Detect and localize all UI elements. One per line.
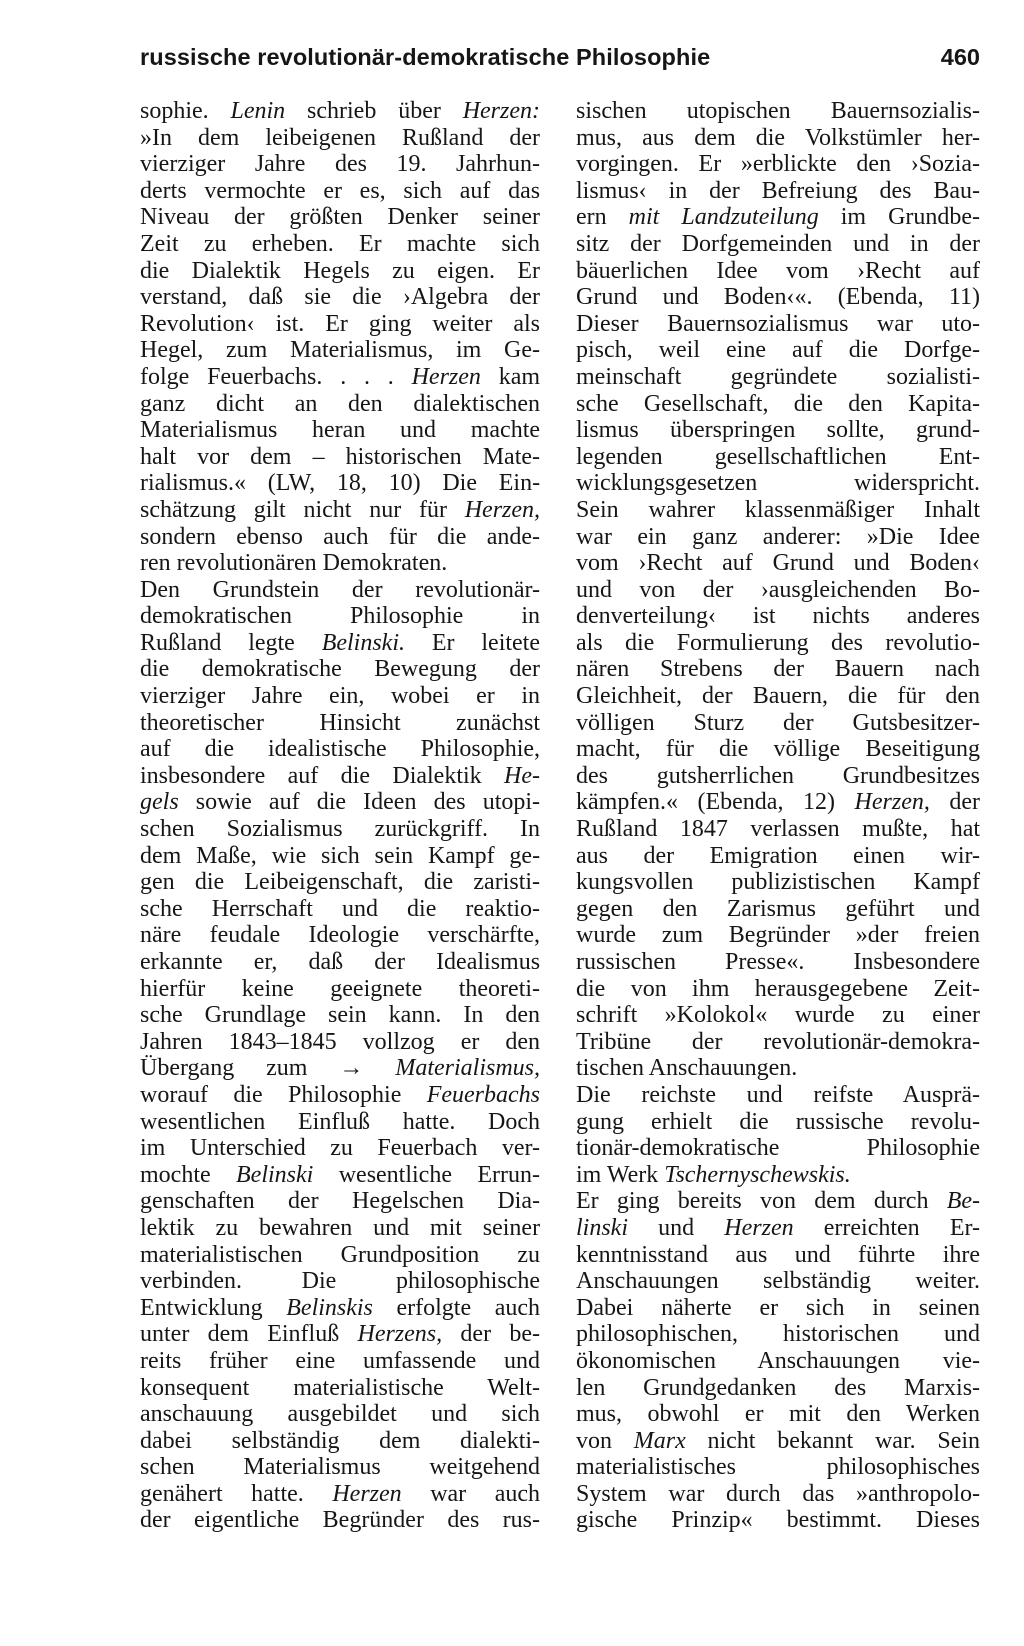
right-column-line: vorgingen. Er »erblickte den ›Sozia- (576, 151, 981, 178)
right-column-line: Gleichheit, der Bauern, die für den (576, 683, 981, 710)
right-column-line: System war durch das »anthropolo- (576, 1480, 980, 1507)
right-column-line: kenntnisstand aus und führte ihre (576, 1241, 980, 1268)
right-column-line: sche Gesellschaft, die den Kapita- (576, 390, 981, 417)
left-column-line: materialistischen Grundposition zu (140, 1241, 540, 1268)
right-column-line: die von ihm herausgegebene Zeit- (576, 975, 980, 1002)
left-column-line: dem Maße, wie sich sein Kampf ge- (140, 842, 541, 869)
left-column-line: die Dialektik Hegels zu eigen. Er (140, 257, 540, 284)
right-column-line: Die reichste und reifste Ausprä- (576, 1081, 980, 1108)
right-column-line: vom ›Recht auf Grund und Boden‹ (576, 550, 981, 577)
right-column-line: und von der ›ausgleichenden Bo- (576, 576, 981, 603)
running-head-title: russische revolutionär-demokratische Philosophie (140, 44, 711, 70)
left-column-line: Entwicklung Belinskis erfolgte auch (140, 1294, 541, 1321)
left-column-line: Übergang zum → Materialismus, (140, 1055, 541, 1082)
right-column-line: pisch, weil eine auf die Dorfge- (576, 337, 981, 364)
right-column-line: wicklungsgesetzen widerspricht. (576, 470, 980, 497)
right-text-column (576, 98, 980, 1534)
running-head (140, 44, 980, 84)
left-column-line: schätzung gilt nicht nur für Herzen, (140, 496, 541, 523)
left-column-line: worauf die Philosophie Feuerbachs (140, 1081, 541, 1108)
right-column-line: meinschaft gegründete sozialisti- (576, 363, 980, 390)
left-column-line: genähert hatte. Herzen war auch (140, 1480, 541, 1507)
left-column-line: gels sowie auf die Ideen des utopi- (140, 789, 541, 816)
right-column-line: macht, für die völlige Beseitigung (576, 736, 981, 763)
left-column-line: theoretischer Hinsicht zunächst (140, 709, 541, 736)
left-column-line: lektik zu bewahren und mit seiner (140, 1214, 541, 1241)
left-column-line: derts vermochte er es, sich auf das (140, 177, 541, 204)
right-column-line: russischen Presse«. Insbesondere (576, 949, 980, 975)
left-column-line: Den Grundstein der revolutionär- (140, 576, 541, 603)
left-column-line: reits früher eine umfassende und (140, 1347, 540, 1374)
right-column-line: Tribüne der revolutionär-demokra- (576, 1028, 980, 1055)
left-column-line: vierziger Jahre des 19. Jahrhun- (140, 151, 541, 178)
left-column-line: verstand, daß sie die ›Algebra der (140, 284, 541, 311)
right-column-line: sitz der Dorfgemeinden und in der (576, 230, 981, 257)
right-column-line: kungsvollen publizistischen Kampf (576, 869, 980, 896)
right-column-line: linski und Herzen erreichten Er- (576, 1214, 980, 1241)
right-column-line: legenden gesellschaftlichen Ent- (576, 443, 981, 470)
right-column-line: als die Formulierung des revolutio- (576, 629, 981, 656)
left-column-line: anschauung ausgebildet und sich (140, 1401, 541, 1428)
right-column-line: Dieser Bauernsozialismus war uto- (576, 310, 981, 337)
left-column-line: der eigentliche Begründer des rus- (140, 1507, 540, 1534)
right-column-line: wurde zum Begründer »der freien (576, 922, 981, 949)
right-column-line: des gutsherrlichen Grundbesitzes (576, 762, 980, 789)
left-column-line: rialismus.« (LW, 18, 10) Die Ein- (140, 470, 541, 497)
right-column-line: tischen Anschauungen. (576, 1055, 798, 1082)
right-column-line: kämpfen.« (Ebenda, 12) Herzen, der (576, 789, 981, 816)
right-column-line: Er ging bereits von dem durch Be- (576, 1188, 981, 1215)
right-column-line: ern mit Landzuteilung im Grundbe- (576, 204, 981, 231)
left-column-line: sophie. Lenin schrieb über Herzen: (140, 98, 540, 124)
right-column-line: im Werk Tschernyschewskis. (576, 1161, 851, 1188)
right-column-line: denverteilung‹ ist nichts anderes (576, 603, 981, 630)
right-column-line: nären Strebens der Bauern nach (576, 656, 981, 683)
page-number: 460 (940, 44, 980, 70)
left-column-line: mochte Belinski wesentliche Errun- (140, 1161, 541, 1188)
right-column-line: aus der Emigration einen wir- (576, 842, 981, 869)
right-column-line: von Marx nicht bekannt war. Sein (576, 1427, 981, 1454)
left-column-line: genschaften der Hegelschen Dia- (140, 1188, 540, 1215)
right-column-line: Rußland 1847 verlassen mußte, hat (576, 816, 981, 843)
left-column-line: »In dem leibeigenen Rußland der (140, 124, 540, 151)
left-column-line: näre feudale Ideologie verschärfte, (140, 922, 540, 949)
left-column-line: hierfür keine geeignete theoreti- (140, 975, 541, 1002)
right-column-line: tionär-demokratische Philosophie (576, 1135, 980, 1162)
right-column-line: len Grundgedanken des Marxis- (576, 1374, 981, 1401)
right-column-line: völligen Sturz der Gutsbesitzer- (576, 709, 980, 736)
left-text-column (140, 98, 540, 1534)
right-column-line: Sein wahrer klassenmäßiger Inhalt (576, 496, 981, 523)
left-column-line: konsequent materialistische Welt- (140, 1374, 540, 1401)
right-column-line: bäuerlichen Idee vom ›Recht auf (576, 257, 981, 284)
left-column-line: ren revolutionären Demokraten. (140, 550, 448, 577)
right-column-line: materialistisches philosophisches (576, 1454, 980, 1481)
left-column-line: sche Herrschaft und die reaktio- (140, 895, 541, 922)
left-column-line: Revolution‹ ist. Er ging weiter als (140, 310, 540, 337)
left-column-line: insbesondere auf die Dialektik He- (140, 762, 541, 789)
right-column-line: lismus überspringen sollte, grund- (576, 417, 980, 444)
right-column-line: sischen utopischen Bauernsozialis- (576, 98, 980, 124)
left-column-line: Rußland legte Belinski. Er leitete (140, 629, 541, 656)
left-column-line: schen Materialismus weitgehend (140, 1454, 540, 1481)
left-column-line: Hegel, zum Materialismus, im Ge- (140, 337, 541, 364)
right-column-line: gegen den Zarismus geführt und (576, 895, 981, 922)
right-column-line: mus, obwohl er mit den Werken (576, 1401, 981, 1428)
left-column-line: unter dem Einfluß Herzens, der be- (140, 1321, 541, 1348)
right-column-line: Dabei näherte er sich in seinen (576, 1294, 980, 1321)
left-column-line: folge Feuerbachs. . . . Herzen kam (140, 363, 541, 390)
left-column-line: sondern ebenso auch für die ande- (140, 523, 541, 550)
right-column-line: lismus‹ in der Befreiung des Bau- (576, 177, 981, 204)
right-column-line: Anschauungen selbständig weiter. (576, 1268, 980, 1295)
right-column-line: Grund und Boden‹«. (Ebenda, 11) (576, 284, 980, 311)
left-column-line: demokratischen Philosophie in (140, 603, 540, 630)
left-column-line: verbinden. Die philosophische (140, 1268, 540, 1295)
right-column-line: gische Prinzip« bestimmt. Dieses (576, 1507, 981, 1534)
left-column-line: sche Grundlage sein kann. In den (140, 1002, 541, 1029)
left-column-line: die demokratische Bewegung der (140, 656, 540, 683)
left-column-line: vierziger Jahre ein, wobei er in (140, 683, 541, 710)
left-column-line: Materialismus heran und machte (140, 417, 541, 444)
right-column-line: philosophischen, historischen und (576, 1321, 981, 1348)
left-column-line: auf die idealistische Philosophie, (140, 736, 541, 763)
right-column-line: war ein ganz anderer: »Die Idee (576, 523, 981, 550)
left-column-line: im Unterschied zu Feuerbach ver- (140, 1135, 541, 1162)
right-column-line: gung erhielt die russische revolu- (576, 1108, 980, 1135)
left-column-line: halt vor dem – historischen Mate- (140, 443, 541, 470)
left-column-line: Jahren 1843–1845 vollzog er den (140, 1028, 541, 1055)
right-column-line: schrift »Kolokol« wurde zu einer (576, 1002, 981, 1029)
left-column-line: wesentlichen Einfluß hatte. Doch (140, 1108, 541, 1135)
right-column-line: mus, aus dem die Volkstümler her- (576, 124, 981, 151)
left-column-line: gen die Leibeigenschaft, die zaristi- (140, 869, 541, 896)
left-column-line: schen Sozialismus zurückgriff. In (140, 816, 540, 843)
left-column-line: erkannte er, daß der Idealismus (140, 949, 541, 975)
right-column-line: ökonomischen Anschauungen vie- (576, 1347, 980, 1374)
left-column-line: Zeit zu erheben. Er machte sich (140, 230, 541, 257)
left-column-line: Niveau der größten Denker seiner (140, 204, 541, 231)
left-column-line: dabei selbständig dem dialekti- (140, 1427, 541, 1454)
left-column-line: ganz dicht an den dialektischen (140, 390, 540, 417)
